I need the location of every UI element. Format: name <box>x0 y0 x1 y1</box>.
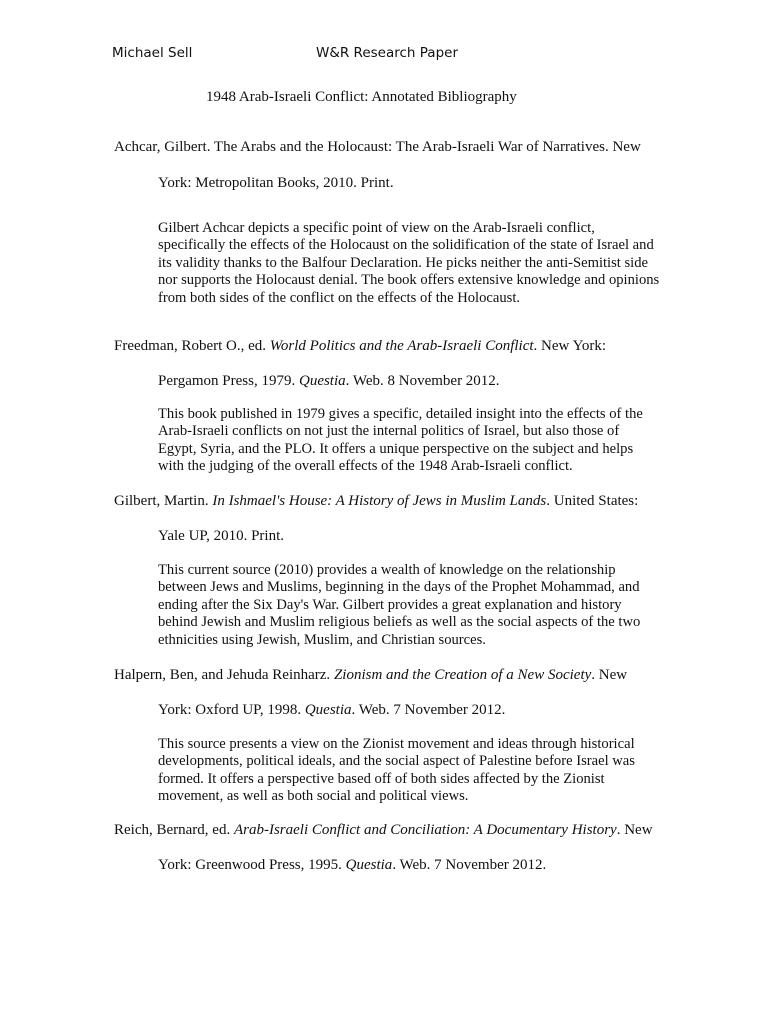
citation-title: World Politics and the Arab-Israeli Conflict <box>269 338 534 354</box>
citation-publisher: Pergamon Press, 1979. <box>158 373 299 389</box>
header-author: Michael Sell <box>112 45 193 61</box>
citation-publisher: York: Greenwood Press, 1995. <box>158 857 346 873</box>
citation-publication: . New York: <box>533 338 607 354</box>
citation-author: Freedman, Robert O., ed. <box>114 338 270 354</box>
citation-publication: . New <box>591 667 628 683</box>
annotation-paragraph: Gilbert Achcar depicts a specific point of view on the Arab-Israeli conflict, specifically the effects of the Holocaust on the solidification of the state of Israel and its validity thanks to the Balfour Declaration. He picks neither the anti-Semitist side nor supports the Holocaust denial. The book offers extensive knowledge and opinions from both sides of the conflict on the effects of the Holocaust. <box>158 220 660 306</box>
citation-author: Reich, Bernard, ed. <box>114 822 234 838</box>
citation-database: Questia <box>304 702 352 718</box>
citation-database: Questia <box>298 373 346 389</box>
citation-first-line <box>114 666 627 684</box>
citation-continuation <box>158 856 546 874</box>
citation-author: Achcar, Gilbert. <box>114 139 214 155</box>
citation-first-line <box>114 821 653 839</box>
citation-publisher: York: Oxford UP, 1998. <box>158 702 305 718</box>
citation-continuation: Yale UP, 2010. Print. <box>158 528 284 544</box>
citation-title: In Ishmael's House: A History of Jews in Muslim Lands <box>212 493 547 509</box>
citation-publication: . New <box>604 139 641 155</box>
citation-first-line <box>114 138 641 156</box>
header-course: W&R Research Paper <box>316 45 458 61</box>
citation-title: Arab-Israeli Conflict and Conciliation: A Documentary History <box>233 822 617 838</box>
citation-author: Gilbert, Martin. <box>114 493 213 509</box>
citation-publication: . New <box>616 822 653 838</box>
citation-publication: . United States: <box>546 493 639 509</box>
citation-continuation: York: Metropolitan Books, 2010. Print. <box>158 175 394 191</box>
citation-database: Questia <box>345 857 393 873</box>
citation-title: Zionism and the Creation of a New Society <box>333 667 592 683</box>
annotation-paragraph: This book published in 1979 gives a specific, detailed insight into the effects of the Arab-Israeli conflicts on not just the internal politics of Israel, but also those of Egypt, Syria, and the PLO. It offers a unique perspective on the subject and helps with the judging of the overall effects of the 1948 Arab-Israeli conflict. <box>158 406 643 475</box>
annotation-paragraph: This current source (2010) provides a wealth of knowledge on the relationship between Jews and Muslims, beginning in the days of the Prophet Mohammad, and ending after the Six Day's War. Gilbert provides a great explanation and history behind Jewish and Muslim religious beliefs as well as the social aspects of the two ethnicities using Jewish, Muslim, and Christian sources. <box>158 562 641 648</box>
citation-access: . Web. 7 November 2012. <box>392 857 547 873</box>
citation-first-line <box>114 492 638 510</box>
page-title: 1948 Arab-Israeli Conflict: Annotated Bibliography <box>206 89 517 105</box>
citation-title: The Arabs and the Holocaust: The Arab-Israeli War of Narratives <box>213 139 605 155</box>
citation-access: . Web. 8 November 2012. <box>345 373 500 389</box>
citation-continuation <box>158 372 500 390</box>
citation-first-line <box>114 337 606 355</box>
citation-access: . Web. 7 November 2012. <box>351 702 506 718</box>
citation-continuation <box>158 701 505 719</box>
citation-author: Halpern, Ben, and Jehuda Reinharz. <box>114 667 334 683</box>
annotation-paragraph: This source presents a view on the Zionist movement and ideas through historical developments, political ideals, and the social aspect of Palestine before Israel was formed. It offers a perspective based off of both sides affected by the Zionist movement, as well as both social and political views. <box>158 736 635 805</box>
